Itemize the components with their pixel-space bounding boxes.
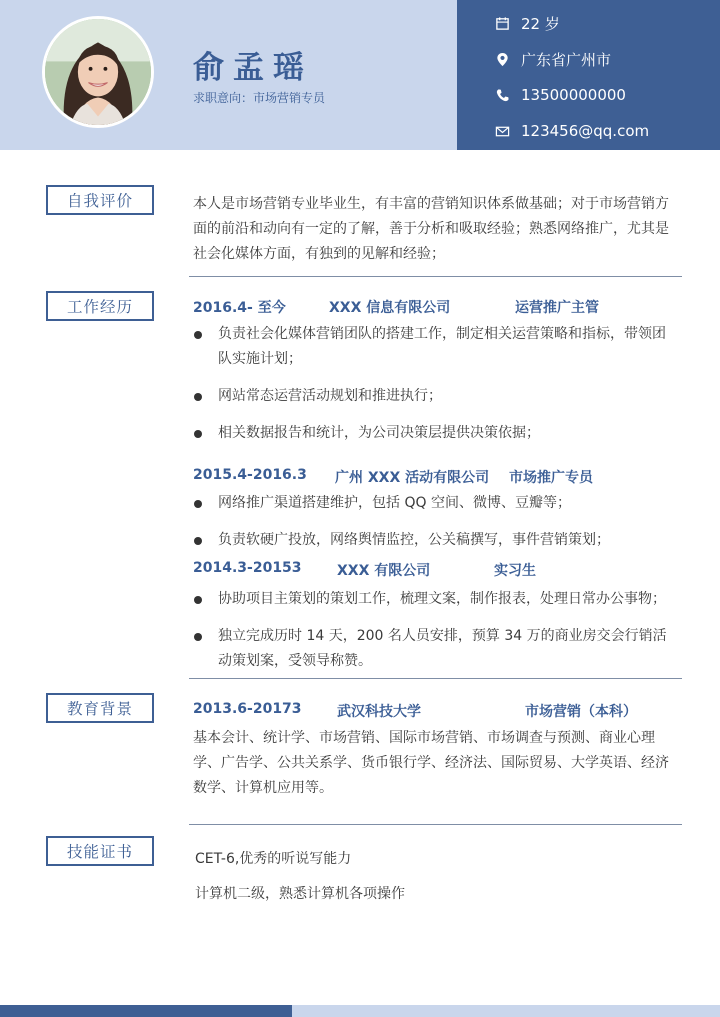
job-period: 2016.4- 至今 [193, 300, 286, 316]
divider [189, 276, 682, 277]
email-text: 123456@qq.com [521, 122, 650, 140]
list-item: 独立完成历时 14 天，200 名人员安排，预算 34 万的商业房交会行销活动策划案，受领导称赞。 [193, 624, 679, 674]
job-intent: 求职意向：市场营销专员 [193, 91, 326, 105]
job-role: 运营推广主管 [515, 300, 599, 316]
education-school: 武汉科技大学 [337, 704, 421, 720]
contact-location [494, 49, 611, 70]
bullet-dot [194, 331, 202, 339]
phone-text: 13500000000 [521, 86, 626, 104]
education-courses: 基本会计、统计学、市场营销、国际市场营销、市场调查与预测、商业心理学、广告学、公共关系学、货币银行学、经济法、国际贸易、大学英语、经济数学、计算机应用等。 [193, 730, 669, 796]
bullet-dot [194, 500, 202, 508]
divider [189, 824, 682, 825]
section-title-skills: 技能证书 [46, 836, 154, 866]
contact-age [494, 13, 560, 34]
contact-email [494, 122, 649, 140]
list-item: 协助项目主策划的策划工作，梳理文案，制作报表，处理日常办公事物； [193, 587, 679, 612]
section-title-work: 工作经历 [46, 291, 154, 321]
job-company: XXX 有限公司 [337, 563, 431, 579]
job-company: XXX 信息有限公司 [329, 300, 451, 316]
job-period: 2014.3-20153 [193, 560, 302, 576]
bullet-dot [194, 430, 202, 438]
avatar [42, 16, 154, 128]
job-role: 市场推广专员 [509, 470, 593, 486]
section-title-self-eval: 自我评价 [46, 185, 154, 215]
section-title-education: 教育背景 [46, 693, 154, 723]
self-eval-text: 本人是市场营销专业毕业生，有丰富的营销知识体系做基础；对于市场营销方面的前沿和动向有一定的了解，善于分析和吸取经验；熟悉网络推广，尤其是社会化媒体方面，有独到的见解和经验； [193, 196, 669, 262]
phone-icon [494, 87, 510, 103]
bullet-dot [194, 596, 202, 604]
list-item: 负责社会化媒体营销团队的搭建工作，制定相关运营策略和指标，带领团队实施计划； [193, 322, 679, 372]
list-item: 网络推广渠道搭建维护，包括 QQ 空间、微博、豆瓣等； [193, 491, 679, 516]
bullet-dot [194, 633, 202, 641]
list-item: 网站常态运营活动规划和推进执行； [193, 384, 679, 409]
footer-bar-light [292, 1005, 720, 1017]
envelope-icon [494, 123, 510, 139]
list-item: 负责软硬广投放，网络舆情监控，公关稿撰写，事件营销策划； [193, 528, 679, 553]
location-text: 广东省广州市 [521, 51, 612, 69]
divider [189, 678, 682, 679]
candidate-name: 俞孟瑶 [193, 50, 313, 86]
skill-item: CET-6,优秀的听说写能力 [195, 851, 352, 867]
skill-item: 计算机二级，熟悉计算机各项操作 [195, 886, 405, 902]
education-period: 2013.6-20173 [193, 701, 302, 717]
age-text: 22 岁 [521, 15, 560, 33]
job-period: 2015.4-2016.3 [193, 467, 307, 483]
calendar-icon [494, 16, 510, 32]
list-item: 相关数据报告和统计，为公司决策层提供决策依据； [193, 421, 679, 446]
footer-bar-dark [0, 1005, 292, 1017]
bullet-dot [194, 393, 202, 401]
education-major: 市场营销（本科） [525, 704, 637, 720]
avatar-photo [45, 19, 151, 125]
bullet-dot [194, 537, 202, 545]
job-role: 实习生 [494, 563, 536, 579]
contact-phone [494, 86, 626, 104]
location-pin-icon [494, 52, 510, 68]
job-company: 广州 XXX 活动有限公司 [335, 470, 490, 486]
